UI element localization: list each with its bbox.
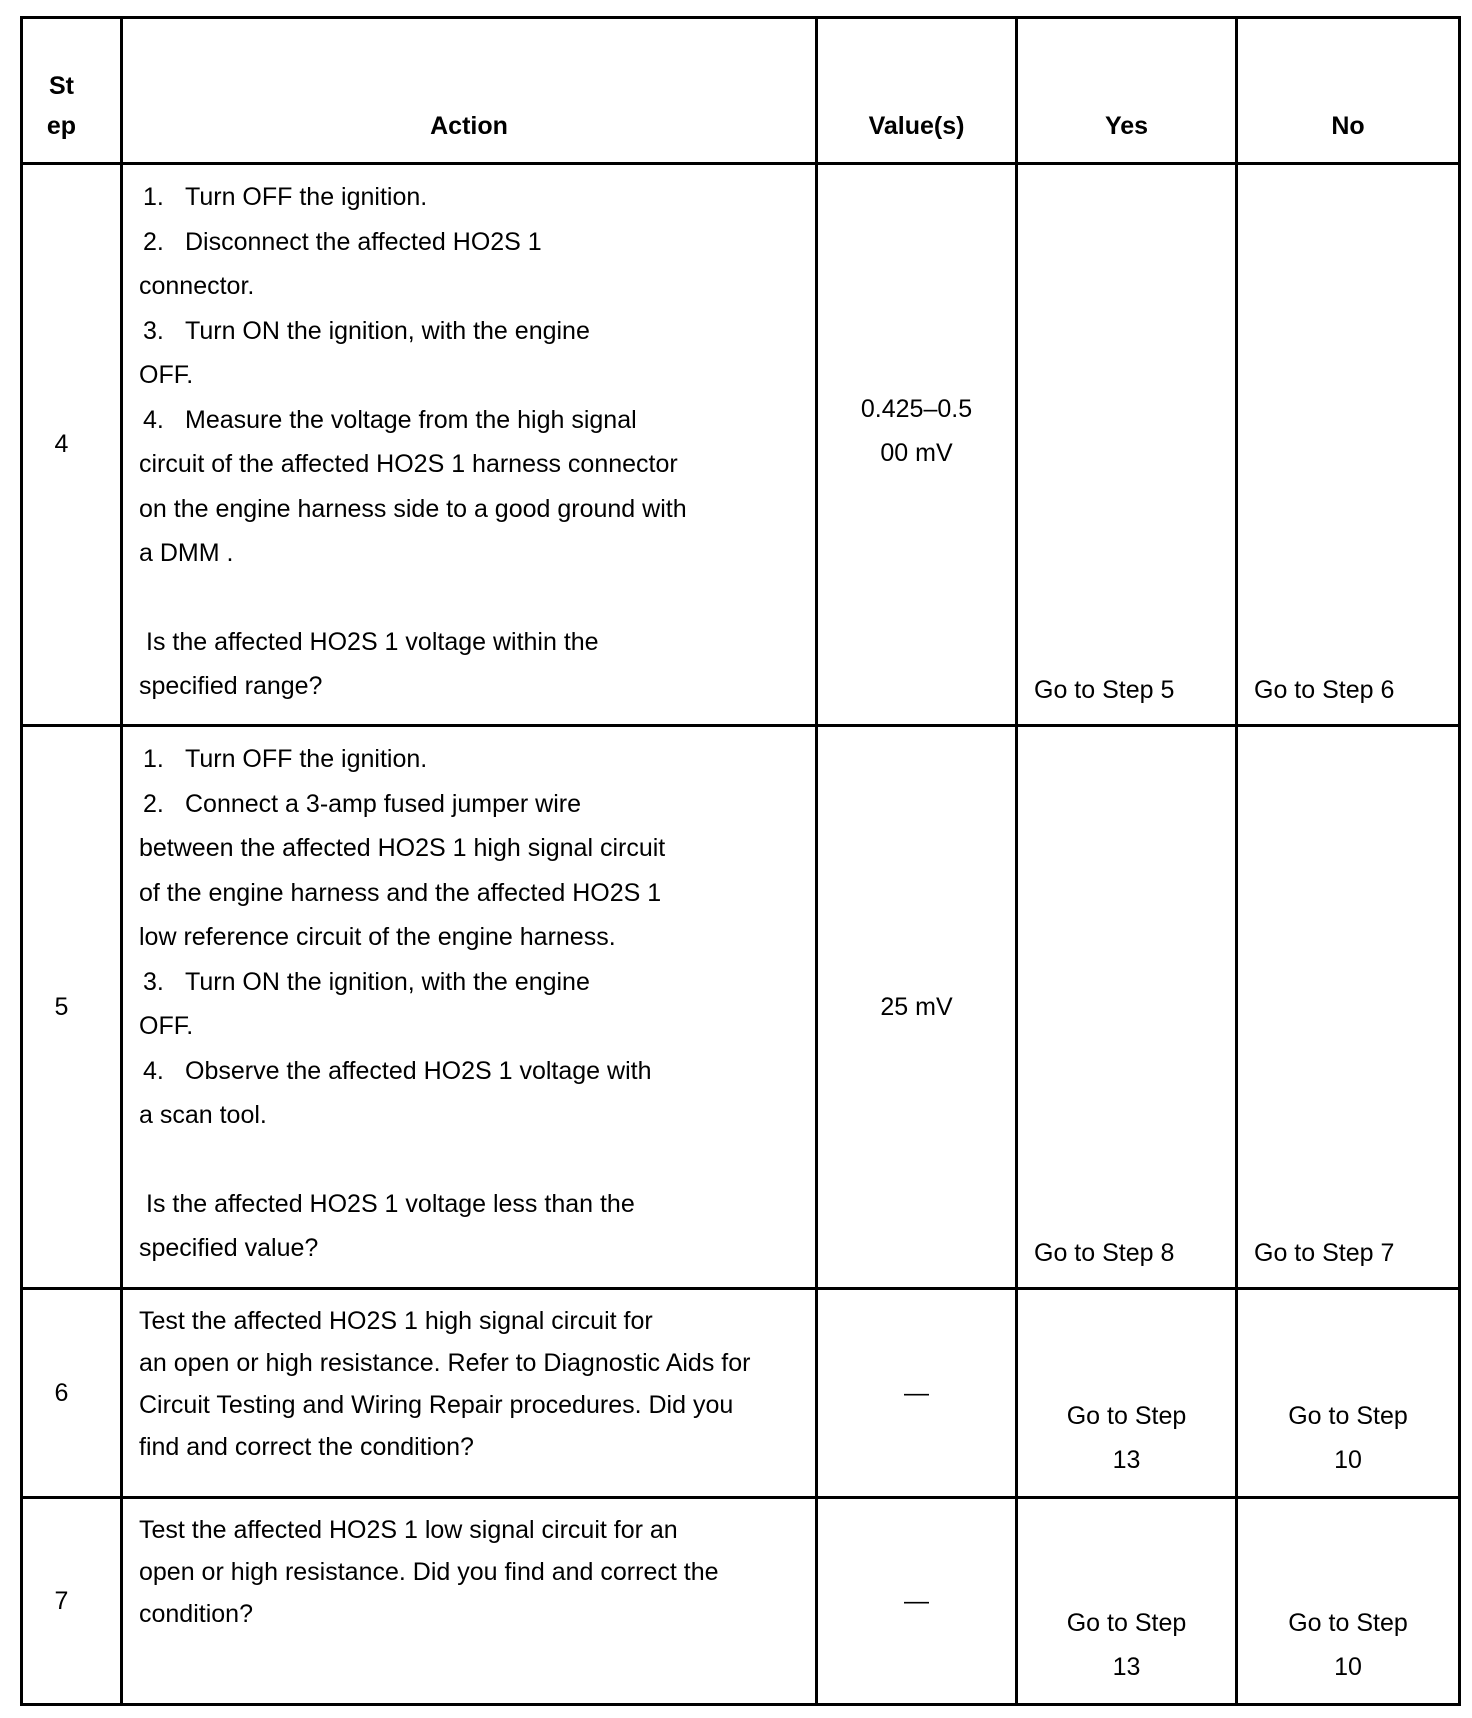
step-number: 5 (22, 726, 122, 1289)
action-line: 4. Measure the voltage from the high signal (143, 405, 637, 434)
yes-cell (1017, 1498, 1237, 1705)
question-line: specified range? (139, 672, 323, 700)
action-line: 3. Turn ON the ignition, with the engine (143, 316, 590, 345)
action-line: on the engine harness side to a good ground with (139, 494, 687, 523)
diagnostic-table (20, 16, 1461, 1706)
action-line: open or high resistance. Did you find and correct the (139, 1558, 719, 1586)
header-step (22, 18, 122, 164)
action-line: circuit of the affected HO2S 1 harness connector (139, 450, 678, 478)
header-row (22, 18, 1460, 164)
action-line: low reference circuit of the engine harness. (139, 923, 616, 951)
header-action: Action (122, 18, 817, 164)
action-line: find and correct the condition? (139, 1433, 474, 1461)
action-line: OFF. (139, 361, 194, 389)
action-line: 1. Turn OFF the ignition. (143, 183, 428, 211)
action-cell (122, 1498, 817, 1705)
yes-line: 13 (1112, 1446, 1141, 1474)
yes-line: 13 (1112, 1653, 1141, 1681)
table-row-step-5 (22, 726, 1460, 1289)
action-line: OFF. (139, 1012, 194, 1040)
yes-cell (1017, 1289, 1237, 1498)
action-line: Test the affected HO2S 1 low signal circuit for an (139, 1516, 678, 1544)
yes-cell: Go to Step 8 (1017, 726, 1237, 1289)
question-line: Is the affected HO2S 1 voltage less than the (146, 1189, 635, 1218)
no-cell: Go to Step 7 (1237, 726, 1460, 1289)
step-number: 6 (22, 1289, 122, 1498)
no-cell (1237, 1498, 1460, 1705)
header-yes: Yes (1017, 18, 1237, 164)
header-step-line1: St (49, 72, 74, 100)
action-cell (122, 1289, 817, 1498)
action-line: condition? (139, 1600, 253, 1628)
action-line: 2. Disconnect the affected HO2S 1 (143, 227, 542, 256)
action-line: an open or high resistance. Refer to Diagnostic Aids for (139, 1349, 751, 1377)
yes-line: Go to Step (1066, 1402, 1187, 1430)
action-line: connector. (139, 272, 255, 300)
value-cell: — (817, 1289, 1017, 1498)
question-line: specified value? (139, 1234, 319, 1262)
value-cell: — (817, 1498, 1017, 1705)
step-number: 4 (22, 164, 122, 726)
step-number: 7 (22, 1498, 122, 1705)
action-cell (122, 726, 817, 1289)
header-values: Value(s) (817, 18, 1017, 164)
value-cell (817, 164, 1017, 726)
value-line: 00 mV (880, 439, 953, 467)
table-row-step-6 (22, 1289, 1460, 1498)
action-line: between the affected HO2S 1 high signal circuit (139, 834, 666, 862)
no-cell (1237, 1289, 1460, 1498)
action-line: a scan tool. (139, 1101, 267, 1129)
action-line: 3. Turn ON the ignition, with the engine (143, 967, 590, 996)
no-cell: Go to Step 6 (1237, 164, 1460, 726)
no-line: 10 (1334, 1446, 1362, 1474)
table-row-step-7 (22, 1498, 1460, 1705)
no-line: Go to Step (1288, 1402, 1408, 1430)
action-line: a DMM . (139, 539, 234, 567)
action-line: 2. Connect a 3-amp fused jumper wire (143, 789, 582, 818)
table-row-step-4 (22, 164, 1460, 726)
action-line: Test the affected HO2S 1 high signal circuit for (139, 1307, 653, 1335)
action-line: of the engine harness and the affected HO2S 1 (139, 878, 662, 907)
value-cell: 25 mV (817, 726, 1017, 1289)
action-line: Circuit Testing and Wiring Repair procedures. Did you (139, 1391, 734, 1419)
yes-cell: Go to Step 5 (1017, 164, 1237, 726)
value-line: 0.425–0.5 (860, 395, 973, 423)
action-cell (122, 164, 817, 726)
yes-line: Go to Step (1066, 1609, 1187, 1637)
header-step-line2: ep (46, 112, 77, 140)
no-line: Go to Step (1288, 1609, 1408, 1637)
header-no: No (1237, 18, 1460, 164)
action-line: 1. Turn OFF the ignition. (143, 745, 428, 773)
question-line: Is the affected HO2S 1 voltage within the (146, 627, 599, 656)
no-line: 10 (1334, 1653, 1362, 1681)
action-line: 4. Observe the affected HO2S 1 voltage with (143, 1056, 652, 1085)
